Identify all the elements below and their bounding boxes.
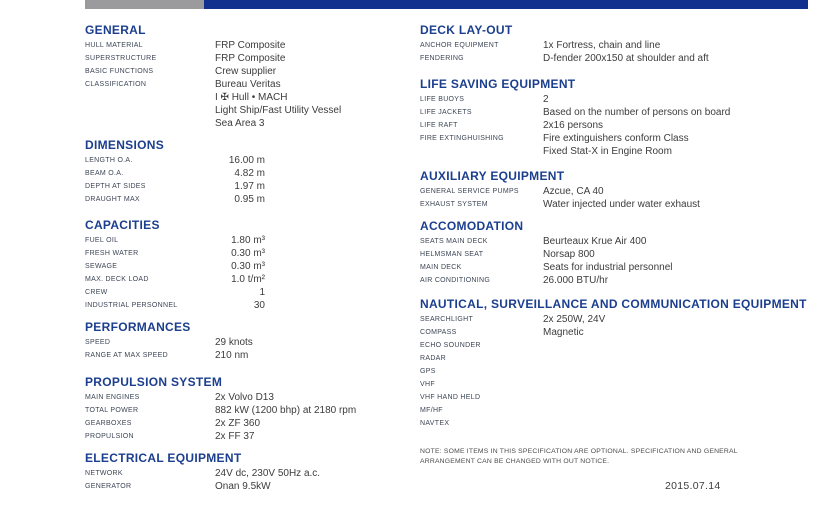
spec-row <box>85 193 415 206</box>
spec-value <box>543 132 689 158</box>
spec-value-line: 0.30 m³ <box>231 248 265 259</box>
spec-row <box>420 132 825 158</box>
spec-row <box>85 349 415 362</box>
spec-label: CLASSIFICATION <box>85 81 147 88</box>
spec-value-line: 1.80 m³ <box>231 235 265 246</box>
spec-value-line: FRP Composite <box>215 40 286 51</box>
spec-label: GENERAL SERVICE PUMPS <box>420 188 519 195</box>
spec-row <box>85 154 415 167</box>
spec-value-line: 0.30 m³ <box>231 261 265 272</box>
spec-value-line: Light Ship/Fast Utility Vessel <box>215 105 342 116</box>
spec-value <box>543 119 603 132</box>
spec-value-line: 0.95 m <box>234 194 265 205</box>
spec-value <box>215 65 276 78</box>
spec-label: SUPERSTRUCTURE <box>85 55 157 62</box>
spec-label: VHF <box>420 381 435 388</box>
section-title: GENERAL <box>85 23 146 37</box>
spec-value <box>543 326 584 339</box>
spec-value <box>215 417 260 430</box>
spec-value <box>215 480 271 493</box>
spec-label: VHF HAND HELD <box>420 394 481 401</box>
spec-value <box>215 52 285 65</box>
spec-value <box>215 154 265 167</box>
spec-value-line: Beurteaux Krue Air 400 <box>543 236 647 247</box>
footer-note-line: ARRANGEMENT CAN BE CHANGED WITH OUT NOTICE. <box>420 457 610 465</box>
spec-row <box>85 273 415 286</box>
spec-value-line: 2x16 persons <box>543 120 604 131</box>
spec-label: INDUSTRIAL PERSONNEL <box>85 302 178 309</box>
spec-row <box>85 78 415 130</box>
spec-value <box>215 467 320 480</box>
spec-label: EXHAUST SYSTEM <box>420 201 488 208</box>
spec-label: LIFE JACKETS <box>420 109 472 116</box>
spec-row <box>420 39 825 52</box>
spec-value <box>543 274 608 287</box>
section-electrical-equipment <box>85 452 415 493</box>
spec-value-line: Azcue, CA 40 <box>543 186 604 197</box>
section-accomodation <box>420 220 825 287</box>
spec-value-line: I ✠ Hull • MACH <box>215 92 288 103</box>
spec-value <box>215 299 265 312</box>
spec-value <box>543 198 700 211</box>
spec-row <box>420 417 825 430</box>
spec-row <box>420 198 825 211</box>
spec-value <box>215 78 341 130</box>
spec-value <box>215 247 265 260</box>
section-title: ACCOMODATION <box>420 219 524 233</box>
section-propulsion-system <box>85 376 415 443</box>
spec-label: MF/HF <box>420 407 443 414</box>
spec-value-line: 16.00 m <box>228 155 265 166</box>
footer-note-line: NOTE: SOME ITEMS IN THIS SPECIFICATION ARE OPTIONAL. SPECIFICATION AND GENERAL <box>420 448 738 455</box>
header-bar-blue-segment <box>204 0 808 9</box>
spec-value-line: FRP Composite <box>215 53 286 64</box>
spec-label: PROPULSION <box>85 433 134 440</box>
spec-label: CREW <box>85 289 108 296</box>
spec-row <box>85 260 415 273</box>
spec-row <box>420 248 825 261</box>
spec-label: LIFE BUOYS <box>420 96 465 103</box>
spec-label: NETWORK <box>85 470 123 477</box>
spec-row <box>420 93 825 106</box>
spec-row <box>85 65 415 78</box>
spec-label: LIFE RAFT <box>420 122 458 129</box>
spec-row <box>420 391 825 404</box>
footer-date: 2015.07.14 <box>665 480 721 492</box>
spec-value <box>215 273 265 286</box>
spec-label: GPS <box>420 368 436 375</box>
spec-value-line: 1 <box>259 287 265 298</box>
spec-row <box>420 261 825 274</box>
spec-row <box>85 39 415 52</box>
spec-row <box>420 352 825 365</box>
spec-value-line: Fixed Stat-X in Engine Room <box>543 146 672 157</box>
section-nautical-surveillance-and-communication-equipment <box>420 298 825 430</box>
spec-value-line: Bureau Veritas <box>215 79 281 90</box>
spec-value-line: Onan 9.5kW <box>215 481 271 492</box>
header-bar-gray-segment <box>85 0 204 9</box>
spec-label: BEAM O.A. <box>85 170 124 177</box>
spec-label: ECHO SOUNDER <box>420 342 481 349</box>
spec-label: SPEED <box>85 339 111 346</box>
spec-row <box>85 391 415 404</box>
spec-value-line: Crew supplier <box>215 66 277 77</box>
spec-value <box>543 261 673 274</box>
spec-value-line: Based on the number of persons on board <box>543 107 731 118</box>
spec-value <box>543 248 595 261</box>
spec-value-line: Seats for industrial personnel <box>543 262 673 273</box>
section-deck-lay-out <box>420 24 825 65</box>
spec-label: LENGTH O.A. <box>85 157 133 164</box>
spec-value <box>215 39 285 52</box>
spec-row <box>85 234 415 247</box>
spec-row <box>85 480 415 493</box>
spec-label: SEATS MAIN DECK <box>420 238 488 245</box>
spec-label: BASIC FUNCTIONS <box>85 68 154 75</box>
spec-label: FRESH WATER <box>85 250 139 257</box>
spec-label: FENDERING <box>420 55 464 62</box>
section-title: LIFE SAVING EQUIPMENT <box>420 77 576 91</box>
spec-value <box>543 106 730 119</box>
spec-value <box>215 430 254 443</box>
spec-value-line: Sea Area 3 <box>215 118 265 129</box>
spec-label: MAIN DECK <box>420 264 462 271</box>
section-title: DECK LAY-OUT <box>420 23 513 37</box>
spec-label: COMPASS <box>420 329 457 336</box>
spec-value-line: 30 <box>253 300 265 311</box>
section-capacities <box>85 219 415 312</box>
spec-value-line: 24V dc, 230V 50Hz a.c. <box>215 468 321 479</box>
spec-row <box>85 467 415 480</box>
spec-value-line: D-fender 200x150 at shoulder and aft <box>543 53 709 64</box>
spec-row <box>420 52 825 65</box>
spec-value-line: Norsap 800 <box>543 249 595 260</box>
spec-label: MAIN ENGINES <box>85 394 140 401</box>
spec-row <box>85 336 415 349</box>
spec-value <box>543 52 709 65</box>
section-performances <box>85 321 415 362</box>
spec-value-line: 1x Fortress, chain and line <box>543 40 661 51</box>
spec-label: RADAR <box>420 355 447 362</box>
spec-value <box>215 336 253 349</box>
spec-value-line: 29 knots <box>215 337 253 348</box>
spec-value-line: 1.0 t/m² <box>231 274 265 285</box>
section-auxiliary-equipment <box>420 170 825 211</box>
section-title: DIMENSIONS <box>85 138 165 152</box>
spec-row <box>420 378 825 391</box>
spec-value-line: 2x FF 37 <box>215 431 255 442</box>
spec-label: FUEL OIL <box>85 237 119 244</box>
spec-label: DEPTH AT SIDES <box>85 183 146 190</box>
spec-value <box>215 167 265 180</box>
spec-value <box>543 235 646 248</box>
spec-value-line: 2x 250W, 24V <box>543 314 606 325</box>
spec-value <box>215 286 265 299</box>
spec-value-line: 2 <box>543 94 549 105</box>
spec-row <box>85 404 415 417</box>
spec-row <box>420 365 825 378</box>
spec-label: AIR CONDITIONING <box>420 277 491 284</box>
spec-row <box>420 274 825 287</box>
spec-value-line: Water injected under water exhaust <box>543 199 700 210</box>
spec-row <box>85 52 415 65</box>
spec-label: SEWAGE <box>85 263 118 270</box>
spec-row <box>420 119 825 132</box>
section-title: AUXILIARY EQUIPMENT <box>420 169 565 183</box>
spec-value <box>215 193 265 206</box>
spec-row <box>420 404 825 417</box>
spec-label: DRAUGHT MAX <box>85 196 140 203</box>
spec-row <box>85 299 415 312</box>
spec-value-line: Magnetic <box>543 327 584 338</box>
spec-row <box>85 417 415 430</box>
spec-label: SEARCHLIGHT <box>420 316 474 323</box>
spec-label: ANCHOR EQUIPMENT <box>420 42 499 49</box>
section-title: NAUTICAL, SURVEILLANCE AND COMMUNICATION EQUIPMENT <box>420 297 807 311</box>
section-title: CAPACITIES <box>85 218 160 232</box>
section-title: PERFORMANCES <box>85 320 191 334</box>
spec-label: HULL MATERIAL <box>85 42 143 49</box>
spec-row <box>420 185 825 198</box>
spec-value <box>215 234 265 247</box>
spec-row <box>85 430 415 443</box>
spec-row <box>420 326 825 339</box>
spec-row <box>85 180 415 193</box>
spec-value-line: Fire extinguishers conform Class <box>543 133 689 144</box>
spec-value <box>543 313 605 326</box>
spec-value-line: 882 kW (1200 bhp) at 2180 rpm <box>215 405 357 416</box>
spec-label: GEARBOXES <box>85 420 132 427</box>
spec-row <box>420 313 825 326</box>
spec-row <box>85 247 415 260</box>
section-title: ELECTRICAL EQUIPMENT <box>85 451 242 465</box>
spec-label: GENERATOR <box>85 483 132 490</box>
right-column <box>420 24 825 430</box>
spec-row <box>420 106 825 119</box>
spec-value <box>215 180 265 193</box>
spec-row <box>85 286 415 299</box>
spec-row <box>85 167 415 180</box>
spec-label: MAX. DECK LOAD <box>85 276 149 283</box>
spec-label: HELMSMAN SEAT <box>420 251 484 258</box>
spec-value-line: 210 nm <box>215 350 249 361</box>
spec-label: FIRE EXTINGHUISHING <box>420 135 504 142</box>
spec-value-line: 4.82 m <box>234 168 265 179</box>
spec-value-line: 1.97 m <box>234 181 265 192</box>
spec-value <box>215 260 265 273</box>
spec-label: NAVTEX <box>420 420 450 427</box>
section-title: PROPULSION SYSTEM <box>85 375 223 389</box>
spec-value <box>215 391 274 404</box>
spec-row <box>420 339 825 352</box>
spec-row <box>420 235 825 248</box>
left-column <box>85 24 415 493</box>
section-general <box>85 24 415 130</box>
section-dimensions <box>85 139 415 206</box>
spec-label: TOTAL POWER <box>85 407 139 414</box>
spec-value-line: 2x Volvo D13 <box>215 392 274 403</box>
section-life-saving-equipment <box>420 78 825 158</box>
spec-label: RANGE AT MAX SPEED <box>85 352 168 359</box>
spec-value <box>543 185 604 198</box>
spec-value <box>543 39 660 52</box>
spec-value-line: 26.000 BTU/hr <box>543 275 609 286</box>
footer-note <box>420 447 810 466</box>
spec-value <box>543 93 549 106</box>
spec-value-line: 2x ZF 360 <box>215 418 261 429</box>
spec-value <box>215 349 248 362</box>
spec-value <box>215 404 356 417</box>
